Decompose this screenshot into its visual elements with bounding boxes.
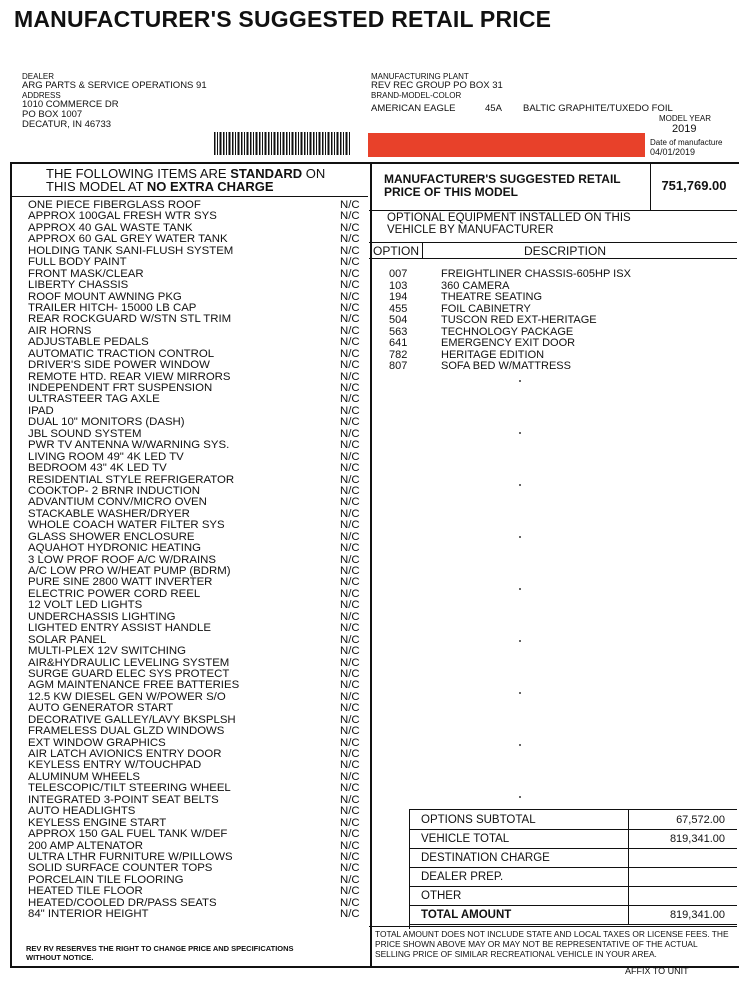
standard-item-row xyxy=(28,372,368,383)
standard-item-name: 3 LOW PROF ROOF A/C W/DRAINS xyxy=(28,554,216,566)
standard-item-name: 12.5 KW DIESEL GEN W/POWER S/O xyxy=(28,691,226,703)
option-code: 007 xyxy=(389,268,408,280)
standard-item-price: N/C xyxy=(340,324,360,337)
standard-item-row xyxy=(28,863,368,874)
standard-item-price: N/C xyxy=(340,759,360,772)
redaction-box xyxy=(368,133,645,157)
standard-item-price: N/C xyxy=(340,782,360,795)
standard-item-name: SOLID SURFACE COUNTER TOPS xyxy=(28,863,213,875)
affix-label: AFFIX TO UNIT xyxy=(625,966,689,976)
option-description: SOFA BED W/MATTRESS xyxy=(441,360,571,372)
standard-item-name: REAR ROCKGUARD W/STN STL TRIM xyxy=(28,314,232,326)
option-code: 455 xyxy=(389,302,408,315)
standard-item-row xyxy=(28,200,368,211)
standard-item-name: PWR TV ANTENNA W/WARNING SYS. xyxy=(28,440,230,452)
standard-item-row xyxy=(28,337,368,348)
standard-item-row xyxy=(28,680,368,691)
standard-item-row xyxy=(28,349,368,360)
standard-item-name: INTEGRATED 3-POINT SEAT BELTS xyxy=(28,794,219,806)
standard-item-price: N/C xyxy=(340,690,360,703)
standard-item-price: N/C xyxy=(340,507,360,520)
standard-item-row xyxy=(28,600,368,611)
standard-item-row xyxy=(28,886,368,897)
option-code: 103 xyxy=(389,279,408,292)
standard-item-price: N/C xyxy=(340,393,360,406)
standard-item-name: AIR LATCH AVIONICS ENTRY DOOR xyxy=(28,749,222,760)
standard-item-price: N/C xyxy=(340,382,360,394)
standard-item-price: N/C xyxy=(340,850,360,863)
summary-row xyxy=(409,848,737,868)
standard-item-name: TRAILER HITCH- 15000 LB CAP xyxy=(28,302,197,314)
standard-item-name: APPROX 150 GAL FUEL TANK W/DEF xyxy=(28,829,228,841)
option-code: 194 xyxy=(389,291,408,303)
standard-item-name: DRIVER'S SIDE POWER WINDOW xyxy=(28,360,210,372)
summary-value xyxy=(628,886,737,905)
brand: AMERICAN EAGLE xyxy=(371,103,456,114)
standard-item-price: N/C xyxy=(340,839,360,852)
standard-item-price: N/C xyxy=(340,702,360,715)
standard-item-name: DUAL 10" MONITORS (DASH) xyxy=(28,417,185,429)
standard-item-price: N/C xyxy=(340,633,360,646)
option-row xyxy=(373,361,713,373)
standard-item-name: FRAMELESS DUAL GLZD WINDOWS xyxy=(28,726,225,738)
standard-item-price: N/C xyxy=(340,587,360,600)
standard-item-price: N/C xyxy=(340,565,360,577)
standard-item-price: N/C xyxy=(340,301,360,314)
standard-item-row xyxy=(28,452,368,463)
standard-item-name: FULL BODY PAINT xyxy=(28,257,127,269)
standard-item-name: 12 VOLT LED LIGHTS xyxy=(28,600,143,612)
standard-item-row xyxy=(28,509,368,520)
option-description: TECHNOLOGY PACKAGE xyxy=(441,325,574,338)
standard-item-name: HOLDING TANK SANI-FLUSH SYSTEM xyxy=(28,245,234,257)
standard-item-price: N/C xyxy=(340,210,360,223)
option-table-bottom-rule xyxy=(369,258,737,259)
standard-item-price: N/C xyxy=(340,725,360,738)
model: 45A xyxy=(485,103,502,114)
msrp-value: 751,769.00 xyxy=(661,178,727,193)
option-description: TUSCON RED EXT-HERITAGE xyxy=(441,314,597,326)
standard-item-row xyxy=(28,246,368,257)
standard-header-bold: STANDARD xyxy=(230,166,303,181)
summary-row xyxy=(409,905,737,925)
standard-item-price: N/C xyxy=(340,873,360,886)
standard-item-row xyxy=(28,783,368,794)
summary-label: OTHER xyxy=(421,889,462,902)
optional-header: OPTIONAL EQUIPMENT INSTALLED ON THIS VEHICLE BY MANUFACTURER xyxy=(387,212,631,236)
standard-item-price: N/C xyxy=(340,885,360,898)
option-description: HERITAGE EDITION xyxy=(441,348,545,361)
standard-item-row xyxy=(28,303,368,314)
bmc-label: BRAND-MODEL-COLOR xyxy=(371,91,462,100)
standard-header-rule xyxy=(12,196,368,197)
standard-item-name: HEATED TILE FLOOR xyxy=(28,886,143,898)
standard-item-name: AGM MAINTENANCE FREE BATTERIES xyxy=(28,680,240,692)
option-row xyxy=(373,281,713,293)
standard-item-name: KEYLESS ENTRY W/TOUCHPAD xyxy=(28,760,202,772)
standard-item-row xyxy=(28,555,368,566)
standard-item-price: N/C xyxy=(340,770,360,783)
disclaimer: TOTAL AMOUNT DOES NOT INCLUDE STATE AND LOCAL TAXES OR LICENSE FEES. THE PRICE SHOWN ABOVE MAY OR MAY NOT BE REPRESENTATIVE OF THE ACTUAL SELLING PRICE OF SIMILAR RECREATIONAL VEHICLE IN YOUR AREA. xyxy=(375,929,729,959)
model-year: 2019 xyxy=(672,123,697,135)
standard-item-name: SURGE GUARD ELEC SYS PROTECT xyxy=(28,668,230,680)
standard-item-row xyxy=(28,669,368,680)
option-code: 782 xyxy=(389,348,408,361)
standard-item-price: N/C xyxy=(340,816,360,829)
standard-item-price: N/C xyxy=(340,656,360,669)
standard-item-price: N/C xyxy=(340,553,360,566)
option-col-divider xyxy=(422,242,423,259)
standard-item-price: N/C xyxy=(340,462,360,475)
standard-item-name: ROOF MOUNT AWNING PKG xyxy=(28,291,182,303)
option-table-top-rule xyxy=(369,242,737,243)
standard-item-name: AUTOMATIC TRACTION CONTROL xyxy=(28,348,215,360)
summary-label: DEALER PREP. xyxy=(421,870,504,883)
standard-item-price: N/C xyxy=(340,908,360,921)
standard-item-name: RESIDENTIAL STYLE REFRIGERATOR xyxy=(28,474,235,486)
standard-item-row xyxy=(28,692,368,703)
standard-item-name: DECORATIVE GALLEY/LAVY BKSPLSH xyxy=(28,714,236,726)
standard-item-row xyxy=(28,841,368,852)
standard-item-price: N/C xyxy=(340,576,360,589)
standard-item-price: N/C xyxy=(340,244,360,257)
standard-item-price: N/C xyxy=(340,267,360,280)
standard-item-price: N/C xyxy=(340,199,360,211)
standard-item-name: STACKABLE WASHER/DRYER xyxy=(28,508,190,520)
standard-item-row xyxy=(28,818,368,829)
standard-item-row xyxy=(28,406,368,417)
standard-item-row xyxy=(28,326,368,337)
standard-item-price: N/C xyxy=(340,439,360,452)
standard-item-name: A/C LOW PRO W/HEAT PUMP (BDRM) xyxy=(28,566,231,577)
dealer-name: ARG PARTS & SERVICE OPERATIONS 91 xyxy=(22,80,207,91)
standard-item-price: N/C xyxy=(340,279,360,292)
standard-item-name: GLASS SHOWER ENCLOSURE xyxy=(28,531,195,543)
option-description: FREIGHTLINER CHASSIS-605HP ISX xyxy=(441,268,631,280)
standard-item-price: N/C xyxy=(340,679,360,692)
standard-item-price: N/C xyxy=(340,599,360,612)
standard-item-row xyxy=(28,715,368,726)
standard-item-row xyxy=(28,292,368,303)
color: BALTIC GRAPHITE/TUXEDO FOIL xyxy=(523,103,673,114)
standard-item-row xyxy=(28,806,368,817)
summary-row xyxy=(409,810,737,830)
summary-value xyxy=(628,867,737,886)
col-description-header: DESCRIPTION xyxy=(524,244,607,258)
summary-label: VEHICLE TOTAL xyxy=(421,832,510,845)
standard-item-price: N/C xyxy=(340,359,360,372)
option-code: 563 xyxy=(389,325,408,338)
address-line2: PO BOX 1007 xyxy=(22,109,83,120)
standard-item-row xyxy=(28,749,368,760)
summary-value: 67,572.00 xyxy=(628,810,737,829)
standard-item-row xyxy=(28,566,368,577)
standard-item-row xyxy=(28,211,368,222)
option-code: 641 xyxy=(389,337,408,349)
standard-item-name: ULTRA LTHR FURNITURE W/PILLOWS xyxy=(28,851,233,863)
plant-name: REV REC GROUP PO BOX 31 xyxy=(371,80,503,91)
standard-item-row xyxy=(28,658,368,669)
standard-item-name: ALUMINUM WHEELS xyxy=(28,771,141,783)
standard-item-price: N/C xyxy=(340,828,360,841)
standard-item-price: N/C xyxy=(340,370,360,383)
standard-item-price: N/C xyxy=(340,336,360,349)
standard-item-name: APPROX 40 GAL WASTE TANK xyxy=(28,222,193,234)
standard-item-row xyxy=(28,795,368,806)
standard-item-name: ADVANTIUM CONV/MICRO OVEN xyxy=(28,497,207,509)
standard-item-price: N/C xyxy=(340,748,360,760)
dealer-label: DEALER xyxy=(22,72,55,81)
standard-item-name: ELECTRIC POWER CORD REEL xyxy=(28,588,201,600)
standard-item-price: N/C xyxy=(340,862,360,875)
standard-item-row xyxy=(28,429,368,440)
standard-item-name: AIR&HYDRAULIC LEVELING SYSTEM xyxy=(28,657,230,669)
standard-item-price: N/C xyxy=(340,667,360,680)
standard-item-name: WHOLE COACH WATER FILTER SYS xyxy=(28,520,225,532)
standard-item-name: 84" INTERIOR HEIGHT xyxy=(28,909,149,921)
barcode xyxy=(214,132,350,155)
standard-item-row xyxy=(28,257,368,268)
standard-item-row xyxy=(28,223,368,234)
date-label: Date of manufacture xyxy=(650,138,723,147)
standard-items-list xyxy=(28,200,368,921)
standard-item-row xyxy=(28,520,368,531)
standard-item-price: N/C xyxy=(340,530,360,543)
standard-item-row xyxy=(28,269,368,280)
standard-item-name: ONE PIECE FIBERGLASS ROOF xyxy=(28,200,201,211)
summary-value: 819,341.00 xyxy=(628,829,737,848)
standard-item-price: N/C xyxy=(340,542,360,555)
standard-header xyxy=(46,167,325,193)
standard-item-price: N/C xyxy=(340,610,360,623)
standard-header-pre: THE FOLLOWING ITEMS ARE xyxy=(46,166,231,181)
standard-item-price: N/C xyxy=(340,416,360,429)
standard-header-line2: THIS MODEL AT xyxy=(46,179,147,194)
standard-item-name: AIR HORNS xyxy=(28,325,92,337)
standard-item-name: PORCELAIN TILE FLOORING xyxy=(28,874,184,886)
summary-row xyxy=(409,829,737,849)
standard-item-row xyxy=(28,909,368,920)
col-option-header: OPTION xyxy=(373,244,420,258)
standard-item-row xyxy=(28,875,368,886)
option-description: 360 CAMERA xyxy=(441,279,510,292)
standard-item-row xyxy=(28,234,368,245)
standard-item-price: N/C xyxy=(340,256,360,269)
standard-item-row xyxy=(28,760,368,771)
standard-item-name: COOKTOP- 2 BRNR INDUCTION xyxy=(28,485,200,497)
standard-item-row xyxy=(28,394,368,405)
standard-item-price: N/C xyxy=(340,427,360,440)
standard-item-price: N/C xyxy=(340,736,360,749)
summary-value: 819,341.00 xyxy=(628,905,737,924)
standard-item-row xyxy=(28,646,368,657)
date-of-manufacture: 04/01/2019 xyxy=(650,147,696,157)
standard-item-row xyxy=(28,829,368,840)
option-code: 807 xyxy=(389,360,408,372)
option-row xyxy=(373,269,713,281)
standard-item-name: TELESCOPIC/TILT STEERING WHEEL xyxy=(28,783,231,795)
option-description: THEATRE SEATING xyxy=(441,291,543,303)
standard-item-name: LIGHTED ENTRY ASSIST HANDLE xyxy=(28,623,211,635)
page-title: MANUFACTURER'S SUGGESTED RETAIL PRICE xyxy=(14,6,552,32)
standard-item-price: N/C xyxy=(340,290,360,303)
standard-item-row xyxy=(28,726,368,737)
standard-item-price: N/C xyxy=(340,484,360,497)
standard-item-price: N/C xyxy=(340,347,360,360)
standard-item-row xyxy=(28,475,368,486)
standard-item-name: IPAD xyxy=(28,405,54,417)
standard-item-name: ULTRASTEER TAG AXLE xyxy=(28,394,160,406)
standard-item-name: APPROX 100GAL FRESH WTR SYS xyxy=(28,211,217,223)
standard-item-price: N/C xyxy=(340,622,360,635)
standard-item-row xyxy=(28,486,368,497)
standard-item-price: N/C xyxy=(340,496,360,509)
standard-item-name: BEDROOM 43" 4K LED TV xyxy=(28,463,167,475)
standard-item-name: INDEPENDENT FRT SUSPENSION xyxy=(28,383,213,394)
option-row xyxy=(373,315,713,327)
standard-item-name: ADJUSTABLE PEDALS xyxy=(28,337,149,349)
option-list xyxy=(373,269,713,373)
standard-item-name: HEATED/COOLED DR/PASS SEATS xyxy=(28,897,217,909)
standard-item-price: N/C xyxy=(340,805,360,818)
plant-label: MANUFACTURING PLANT xyxy=(371,72,469,81)
plant-block xyxy=(371,72,503,100)
standard-item-name: 200 AMP ALTENATOR xyxy=(28,840,144,852)
standard-item-price: N/C xyxy=(340,473,360,486)
standard-item-row xyxy=(28,383,368,394)
standard-item-name: AUTO HEADLIGHTS xyxy=(28,806,136,818)
standard-item-name: APPROX 60 GAL GREY WATER TANK xyxy=(28,234,228,246)
standard-item-row xyxy=(28,532,368,543)
standard-item-row xyxy=(28,497,368,508)
standard-item-name: LIVING ROOM 49" 4K LED TV xyxy=(28,451,184,463)
model-year-label: MODEL YEAR xyxy=(659,114,712,123)
standard-item-name: FRONT MASK/CLEAR xyxy=(28,268,144,280)
address-city: DECATUR, IN 46733 xyxy=(22,119,112,130)
address-label: ADDRESS xyxy=(22,91,61,100)
address-line1: 1010 COMMERCE DR xyxy=(22,99,119,110)
standard-item-name: LIBERTY CHASSIS xyxy=(28,280,129,292)
summary-label: DESTINATION CHARGE xyxy=(421,851,550,864)
standard-item-name: UNDERCHASSIS LIGHTING xyxy=(28,611,176,623)
option-row xyxy=(373,292,713,304)
standard-item-row xyxy=(28,440,368,451)
standard-item-row xyxy=(28,589,368,600)
standard-item-name: AQUAHOT HYDRONIC HEATING xyxy=(28,543,201,555)
standard-item-row xyxy=(28,463,368,474)
reserve-footnote: REV RV RESERVES THE RIGHT TO CHANGE PRICE AND SPECIFICATIONS WITHOUT NOTICE. xyxy=(26,944,294,962)
standard-item-name: EXT WINDOW GRAPHICS xyxy=(28,737,166,749)
standard-item-row xyxy=(28,898,368,909)
standard-item-name: PURE SINE 2800 WATT INVERTER xyxy=(28,577,213,589)
standard-item-price: N/C xyxy=(340,896,360,909)
standard-item-row xyxy=(28,612,368,623)
standard-item-row xyxy=(28,360,368,371)
no-extra-charge: NO EXTRA CHARGE xyxy=(146,179,274,194)
standard-item-name: AUTO GENERATOR START xyxy=(28,703,174,715)
standard-item-name: KEYLESS ENGINE START xyxy=(28,817,167,829)
standard-item-price: N/C xyxy=(340,313,360,326)
option-code: 504 xyxy=(389,314,408,326)
standard-item-price: N/C xyxy=(340,221,360,234)
standard-item-price: N/C xyxy=(340,450,360,463)
standard-item-price: N/C xyxy=(340,793,360,806)
guide-dots xyxy=(519,380,521,810)
standard-header-post: ON xyxy=(302,166,326,181)
standard-item-row xyxy=(28,738,368,749)
standard-item-row xyxy=(28,623,368,634)
standard-item-row xyxy=(28,543,368,554)
standard-item-name: SOLAR PANEL xyxy=(28,634,107,646)
standard-item-row xyxy=(28,577,368,588)
option-row xyxy=(373,338,713,350)
standard-item-row xyxy=(28,772,368,783)
summary-label: OPTIONS SUBTOTAL xyxy=(421,813,536,826)
standard-item-row xyxy=(28,280,368,291)
summary-row xyxy=(409,886,737,906)
standard-item-row xyxy=(28,852,368,863)
standard-item-name: MULTI-PLEX 12V SWITCHING xyxy=(28,646,187,658)
standard-item-name: JBL SOUND SYSTEM xyxy=(28,428,142,440)
msrp-label: MANUFACTURER'S SUGGESTED RETAIL PRICE OF THIS MODEL xyxy=(384,172,621,199)
summary-value xyxy=(628,848,737,867)
standard-item-name: REMOTE HTD. REAR VIEW MIRRORS xyxy=(28,371,231,383)
summary-row xyxy=(409,867,737,887)
standard-item-row xyxy=(28,703,368,714)
disclaimer-rule xyxy=(369,926,737,927)
standard-item-price: N/C xyxy=(340,233,360,246)
option-description: EMERGENCY EXIT DOOR xyxy=(441,337,576,349)
dealer-block xyxy=(22,72,207,130)
standard-item-row xyxy=(28,635,368,646)
standard-item-price: N/C xyxy=(340,404,360,417)
summary-label: TOTAL AMOUNT xyxy=(421,908,512,921)
standard-item-price: N/C xyxy=(340,713,360,726)
option-description: FOIL CABINETRY xyxy=(441,302,531,315)
standard-item-price: N/C xyxy=(340,519,360,532)
standard-item-row xyxy=(28,314,368,325)
standard-item-price: N/C xyxy=(340,645,360,658)
standard-item-row xyxy=(28,417,368,428)
